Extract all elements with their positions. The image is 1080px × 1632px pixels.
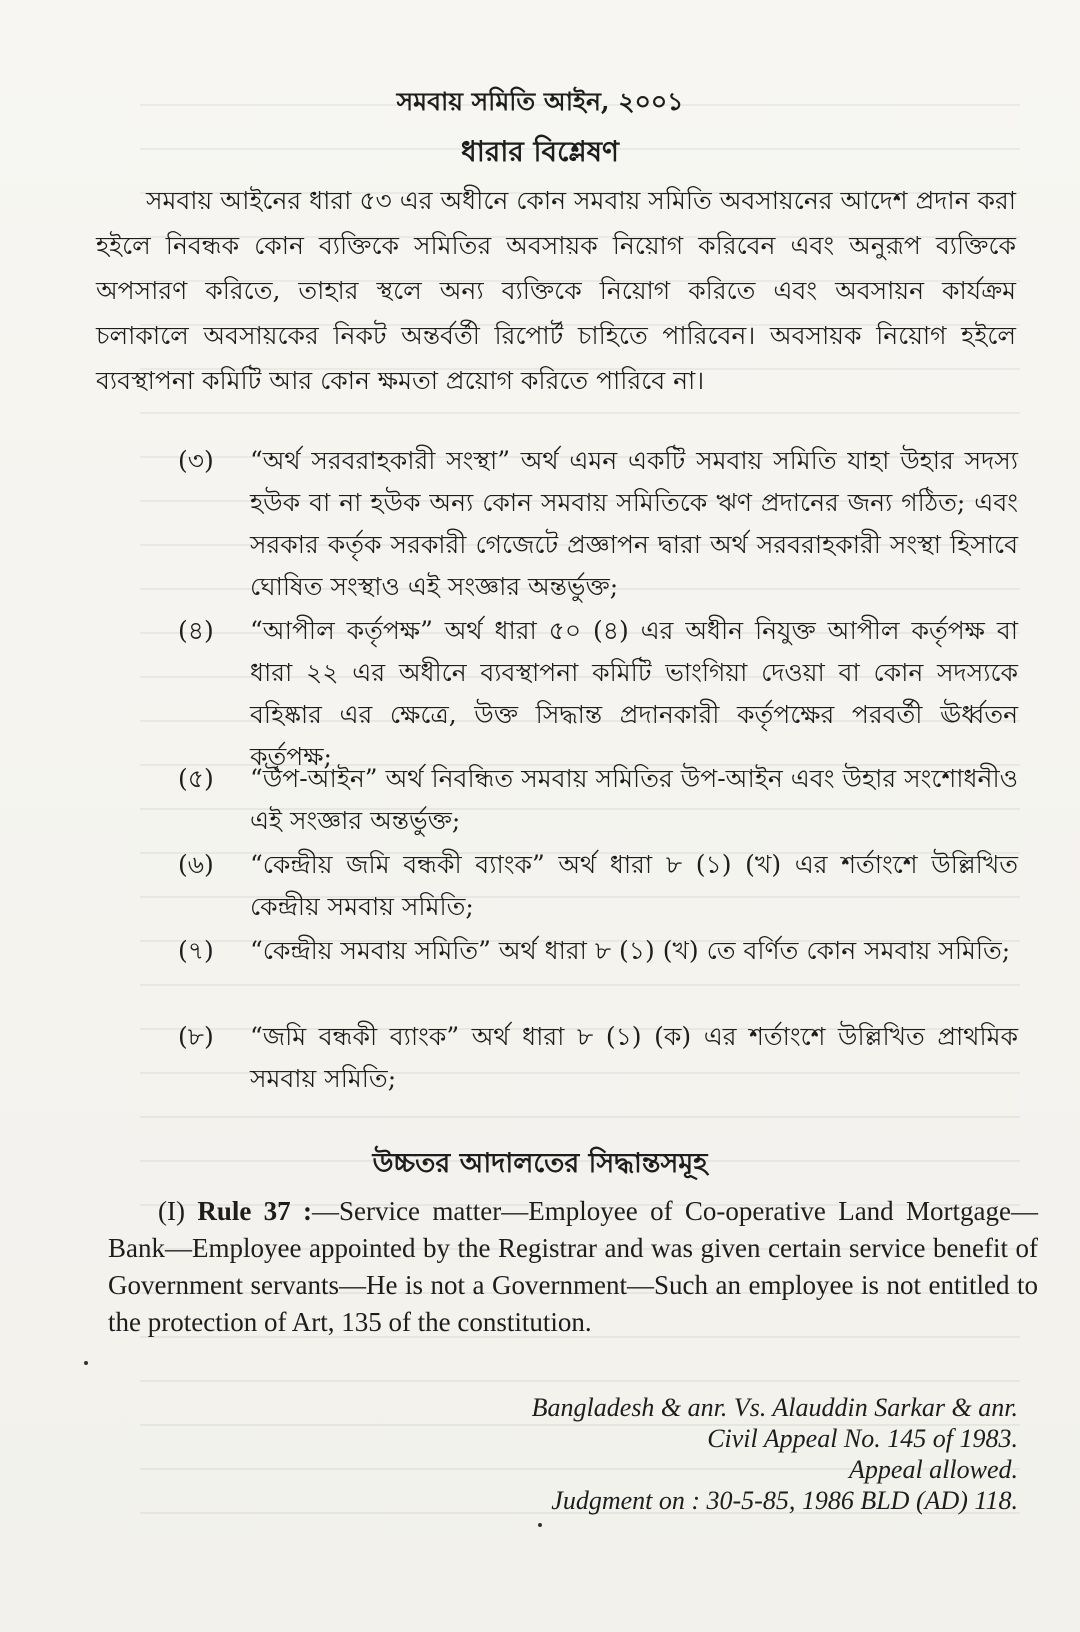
definition-number: (৬) [178,850,214,879]
case-text: —Service matter—Employee of Co-operative Land Mortgage—Bank—Employee appointed by the Registrar and was given certain service benefit of Government servants—He is not a Government—Such an employee is not entitled to the protection of Art, 135 of the constitution. [108,1196,1038,1337]
definition-text: “আপীল কর্তৃপক্ষ” অর্থ ধারা ৫০ (৪) এর অধীন নিযুক্ত আপীল কর্তৃপক্ষ বা ধারা ২২ এর অধীনে ব্যবস্থাপনা কমিটি ভাংগিয়া দেওয়া বা কোন সদস্যকে বহিষ্কার এর ক্ষেত্রে, উক্ত সিদ্ধান্ত প্রদানকারী কর্তৃপক্ষের পরবর্তী ঊর্ধ্বতন কর্তৃপক্ষ; [250,616,1018,771]
analysis-paragraph: সমবায় আইনের ধারা ৫৩ এর অধীনে কোন সমবায় সমিতি অবসায়নের আদেশ প্রদান করা হইলে নিবন্ধক কোন ব্যক্তিকে সমিতির অবসায়ক নিয়োগ করিবেন এবং অনুরূপ ব্যক্তিকে অপসারণ করিতে, তাহার স্থলে অন্য ব্যক্তিকে নিয়োগ করিতে এবং অবসায়ন কার্যক্রম চলাকালে অবসায়কের নিকট অন্তর্বর্তী রিপোর্ট চাহিতে পারিবেন। অবসায়ক নিয়োগ হইলে ব্যবস্থাপনা কমিটি আর কোন ক্ষমতা প্রয়োগ করিতে পারিবে না। [96,186,1016,395]
case-summary [108,1193,1038,1341]
definition-number: (৮) [178,1022,214,1051]
definition-item [178,610,1018,778]
definition-text: “কেন্দ্রীয় জমি বন্ধকী ব্যাংক” অর্থ ধারা ৮ (১) (খ) এর শর্তাংশে উল্লিখিত কেন্দ্রীয় সমবায় সমিতি; [250,850,1018,921]
definition-item [178,844,1018,928]
citation-appeal: Civil Appeal No. 145 of 1983. [707,1424,1018,1453]
definition-text: “কেন্দ্রীয় সমবায় সমিতি” অর্থ ধারা ৮ (১) (খ) তে বর্ণিত কোন সমবায় সমিতি; [250,936,1011,965]
definition-item [178,1016,1018,1100]
definition-text: “জমি বন্ধকী ব্যাংক” অর্থ ধারা ৮ (১) (ক) এর শর্তাংশে উল্লিখিত প্রাথমিক সমবায় সমিতি; [250,1022,1018,1093]
print-speck [538,1523,542,1527]
print-speck [84,1361,88,1365]
definition-number: (৭) [178,936,214,965]
section-title: ধারার বিশ্লেষণ [461,135,619,168]
definition-item [178,440,1018,608]
decisions-title: উচ্চতর আদালতের সিদ্ধান্তসমূহ [372,1148,708,1179]
definition-number: (৫) [178,764,214,793]
citation-parties: Bangladesh & anr. Vs. Alauddin Sarkar & anr. [531,1393,1018,1422]
definition-item [178,930,1018,972]
case-prefix: (I) [158,1196,185,1226]
definition-text: “অর্থ সরবরাহকারী সংস্থা” অর্থ এমন একটি সমবায় সমিতি যাহা উহার সদস্য হউক বা না হউক অন্য কোন সমবায় সমিতিকে ঋণ প্রদানের জন্য গঠিত; এবং সরকার কর্তৃক সরকারী গেজেটে প্রজ্ঞাপন দ্বারা অর্থ সরবরাহকারী সংস্থা হিসাবে ঘোষিত সংস্থাও এই সংজ্ঞার অন্তর্ভুক্ত; [250,446,1018,601]
definition-number: (৩) [178,446,214,475]
case-rule: Rule 37 : [197,1196,313,1226]
citation-judgment: Judgment on : 30-5-85, 1986 BLD (AD) 118. [551,1486,1018,1515]
page-header: সমবায় সমিতি আইন, ২০০১ [396,87,684,116]
definition-number: (৪) [178,616,214,645]
definition-text: “উপ-আইন” অর্থ নিবন্ধিত সমবায় সমিতির উপ-আইন এবং উহার সংশোধনীও এই সংজ্ঞার অন্তর্ভুক্ত; [250,764,1018,835]
citation-result: Appeal allowed. [849,1455,1018,1484]
definition-item [178,758,1018,842]
